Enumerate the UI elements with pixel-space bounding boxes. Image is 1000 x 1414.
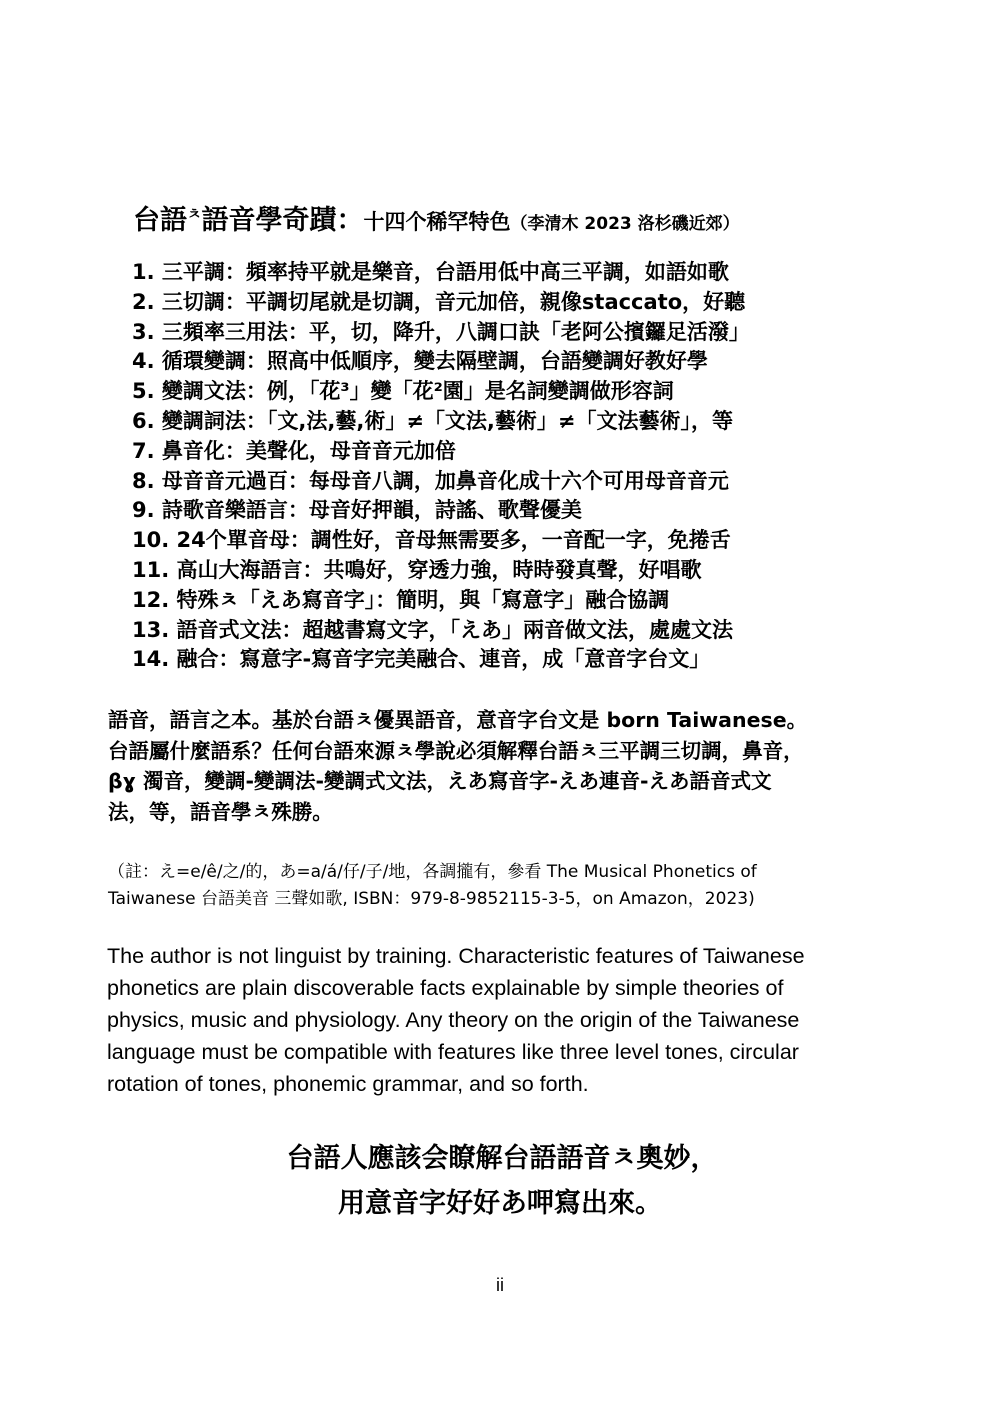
- feature-item: 14. 融合：寫意字-寫音字完美融合、連音，成「意音字台文」: [132, 647, 711, 672]
- paragraph-line: 台語屬什麼語系？任何台語來源ㅊ學說必須解釋台語ㅊ三平調三切調，鼻音，: [108, 738, 804, 763]
- feature-item: 8. 母音音元過百：每母音八調，加鼻音化成十六个可用母音音元: [132, 468, 729, 493]
- english-line: phonetics are plain discoverable facts explainable by simple theories of: [107, 976, 784, 1000]
- feature-item: 5. 變調文法：例，「花³」變「花²園」是名詞變調做形容詞: [132, 379, 674, 404]
- calligraphy-line: 台語人應該会瞭解台語語音ㅊ奧妙，: [286, 1143, 718, 1174]
- paragraph-line: 法，等，語音學ㅊ殊勝。: [108, 799, 333, 824]
- intro-paragraph: [108, 705, 908, 827]
- feature-item: 4. 循環變調：照高中低順序，變去隔壁調，台語變調好教好學: [132, 349, 708, 374]
- title-subtitle: 十四个稀罕特色: [363, 210, 511, 234]
- page-number: ii: [496, 1275, 504, 1295]
- feature-item: 1. 三平調：頻率持平就是樂音，台語用低中高三平調，如語如歌: [132, 260, 729, 284]
- footnote: [108, 859, 908, 913]
- feature-item: 12. 特殊ㅊ「えあ寫音字」：簡明，與「寫意字」融合協調: [132, 587, 670, 612]
- title-main: 台語: [133, 205, 187, 236]
- feature-item: 11. 高山大海語言：共鳴好，穿透力強，時時發真聲，好唱歌: [132, 557, 702, 582]
- english-line: language must be compatible with features like three level tones, circular: [107, 1040, 799, 1064]
- feature-item: 13. 語音式文法：超越書寫文字，「えあ」兩音做文法，處處文法: [132, 617, 734, 642]
- english-line: rotation of tones, phonemic grammar, and so forth.: [107, 1072, 589, 1096]
- feature-item: 2. 三切調：平調切尾就是切調，音元加倍，親像staccato，好聽: [132, 289, 746, 314]
- feature-item: 3. 三頻率三用法：平，切，降升，八調口訣「老阿公擯鑼足活潑」: [132, 319, 750, 344]
- feature-item: 10. 24个單音母：調性好，音母無需要多，一音配一字，免捲舌: [132, 528, 731, 553]
- title-superscript: ㅊ: [187, 205, 202, 223]
- calligraphy-line: 用意音字好好あ呷寫出來。: [338, 1188, 662, 1219]
- english-paragraph: [107, 940, 907, 1100]
- feature-item: 6. 變調詞法：「文,法,藝,術」≠「文法,藝術」≠「文法藝術」，等: [132, 408, 734, 433]
- title-colon: ：: [336, 205, 364, 236]
- english-line: physics, music and physiology. Any theory on the origin of the Taiwanese: [107, 1008, 800, 1032]
- title-main-rest: 語音學奇蹟: [201, 205, 337, 236]
- paragraph-line: βɣ 濁音，變調-變調法-變調式文法，えあ寫音字-えあ連音-えあ語音式文: [108, 769, 772, 793]
- english-line: The author is not linguist by training. Characteristic features of Taiwanese: [107, 944, 805, 968]
- calligraphy-closing: [0, 1136, 1000, 1226]
- paragraph-line: 語音，語言之本。基於台語ㅊ優異語音，意音字台文是 born Taiwanese。: [108, 708, 808, 732]
- feature-item: 7. 鼻音化：美聲化，母音音元加倍: [132, 438, 456, 463]
- footnote-line: Taiwanese 台語美音 三聲如歌, ISBN：979-8-9852115-3-5，on Amazon，2023): [108, 889, 755, 909]
- feature-item: 9. 詩歌音樂語言：母音好押韻，詩謠、歌聲優美: [132, 498, 582, 523]
- document-title: [133, 196, 740, 242]
- footnote-line: （註：え=e/ê/之/的，あ=a/á/仔/子/地，各調攏有，參看 The Musical Phonetics of: [108, 862, 757, 882]
- feature-list: [132, 258, 750, 675]
- title-author: （李清木 2023 洛杉磯近郊）: [510, 214, 740, 234]
